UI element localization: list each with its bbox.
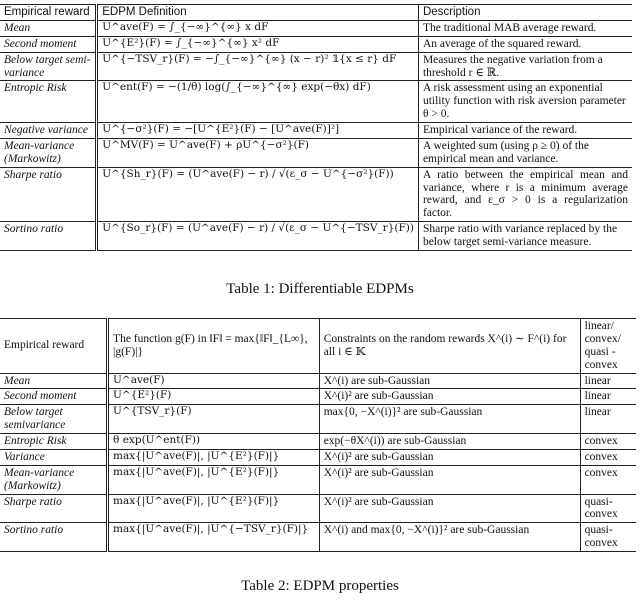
col-header-constraints: Constraints on the random rewards X^(i) ∼ F^(i) for all i ∈ 𝕂	[319, 319, 580, 374]
table-row	[0, 138, 632, 167]
col-header-definition: EDPM Definition	[97, 5, 419, 21]
edpm-definition: U^{−σ²}(F) = −[U^{E²}(F) − [U^ave(F)]²]	[97, 123, 419, 139]
table2-caption: Table 2: EDPM properties	[241, 578, 399, 594]
description: A weighted sum (using ρ ≥ 0) of the empirical mean and variance.	[422, 139, 589, 165]
constraints: X^(i)² are sub-Gaussian	[319, 389, 580, 405]
g-function: U^ave(F)	[108, 373, 320, 389]
table-row	[0, 523, 636, 552]
table1-caption: Table 1: Differentiable EDPMs	[226, 281, 414, 297]
convexity: quasi- convex	[584, 495, 618, 521]
edpm-properties-table	[0, 318, 636, 552]
reward-name: Variance	[0, 449, 108, 465]
reward-name: Mean	[0, 373, 108, 389]
convexity: convex	[584, 435, 618, 447]
reward-name: Sharpe ratio	[0, 167, 97, 222]
table-row	[0, 373, 636, 389]
table-row	[0, 494, 636, 523]
g-function: θ exp(U^ent(F))	[108, 434, 320, 450]
description: An average of the squared reward.	[422, 37, 582, 50]
convexity: quasi- convex	[584, 524, 618, 550]
table-header-row	[0, 5, 632, 21]
edpm-definition: U^MV(F) = U^ave(F) + ρU^{−σ²}(F)	[97, 138, 419, 167]
edpm-definition: U^{So_r}(F) = (U^ave(F) − r) / √(ε_σ − U^{−TSV_r}(F))	[97, 222, 419, 251]
constraints: X^(i) and max{0, −X^(i)}² are sub-Gaussian	[319, 523, 580, 552]
convexity: linear	[584, 406, 611, 419]
convexity: linear	[584, 374, 611, 387]
edpm-definition: U^{E²}(F) = ∫_{−∞}^{∞} x² dF	[97, 36, 419, 52]
description: Sharpe ratio with variance replaced by the below target semi-variance measure.	[422, 223, 618, 248]
g-function: max{|U^ave(F)|, |U^{E²}(F)|}	[108, 449, 320, 465]
reward-name: Second moment	[0, 36, 97, 52]
reward-name: Mean-variance (Markowitz)	[0, 465, 108, 494]
col-header-function: The function g(F) in ‖F‖ = max{‖F‖_{L∞}, |g(F)|}	[108, 319, 320, 374]
constraints: X^(i)² are sub-Gaussian	[319, 449, 580, 465]
constraints: X^(i)² are sub-Gaussian	[319, 494, 580, 523]
g-function: max{|U^ave(F)|, |U^{E²}(F)|}	[108, 465, 320, 494]
reward-name: Below target semi-variance	[0, 52, 97, 81]
g-function: max{|U^ave(F)|, |U^{E²}(F)|}	[108, 494, 320, 523]
col-header-reward: Empirical reward	[0, 319, 108, 374]
reward-name: Below target semivariance	[0, 405, 108, 434]
description: Measures the negative variation from a threshold r ∈ ℝ.	[422, 53, 603, 79]
col-header-type: linear/ convex/ quasi -convex	[584, 320, 621, 371]
reward-name: Entropic Risk	[0, 81, 97, 123]
g-function: U^{TSV_r}(F)	[108, 405, 320, 434]
reward-name: Entropic Risk	[0, 434, 108, 450]
table-row	[0, 81, 632, 123]
constraints: X^(i)² are sub-Gaussian	[319, 465, 580, 494]
table-row	[0, 222, 632, 251]
table-row	[0, 449, 636, 465]
edpm-definition: U^{Sh_r}(F) = (U^ave(F) − r) / √(ε_σ − U^{−σ²}(F))	[97, 167, 419, 222]
edpm-definition: U^{−TSV_r}(F) = −∫_{−∞}^{∞} (x − r)² 𝟙{x ≤ r} dF	[97, 52, 419, 81]
convexity: convex	[584, 450, 618, 463]
table-row	[0, 123, 632, 139]
reward-name: Mean	[0, 20, 97, 36]
table-row	[0, 465, 636, 494]
col-header-reward: Empirical reward	[0, 5, 97, 21]
edpm-definition: U^ave(F) = ∫_{−∞}^{∞} x dF	[97, 20, 419, 36]
constraints: exp(−θX^(i)) are sub-Gaussian	[319, 434, 580, 450]
description: A risk assessment using an exponential utility function with risk aversion parameter θ > 0.	[422, 82, 626, 121]
reward-name: Sortino ratio	[0, 523, 108, 552]
reward-name: Mean-variance (Markowitz)	[0, 138, 97, 167]
edpm-definitions-table	[0, 4, 632, 251]
col-header-description: Description	[422, 6, 481, 18]
table-header-row	[0, 319, 636, 374]
g-function: max{|U^ave(F)|, |U^{−TSV_r}(F)|}	[108, 523, 320, 552]
g-function: U^{E²}(F)	[108, 389, 320, 405]
reward-name: Negative variance	[0, 123, 97, 139]
table-row	[0, 405, 636, 434]
table-row	[0, 20, 632, 36]
reward-name: Sortino ratio	[0, 222, 97, 251]
description: The traditional MAB average reward.	[422, 21, 597, 34]
reward-name: Sharpe ratio	[0, 494, 108, 523]
description: Empirical variance of the reward.	[422, 124, 578, 136]
description: A ratio between the empirical mean and variance, where r is a minimum average reward, and ε_σ > 0 is a regularization factor.	[422, 168, 628, 220]
table-row	[0, 167, 632, 222]
constraints: X^(i) are sub-Gaussian	[319, 373, 580, 389]
table-row	[0, 389, 636, 405]
table-row	[0, 434, 636, 450]
convexity: convex	[584, 466, 618, 479]
edpm-definition: U^ent(F) = −(1/θ) log(∫_{−∞}^{∞} exp(−θx) dF)	[97, 81, 419, 123]
constraints: max{0, −X^(i)}² are sub-Gaussian	[319, 405, 580, 434]
table-row	[0, 36, 632, 52]
table-row	[0, 52, 632, 81]
convexity: linear	[584, 390, 611, 403]
reward-name: Second moment	[0, 389, 108, 405]
